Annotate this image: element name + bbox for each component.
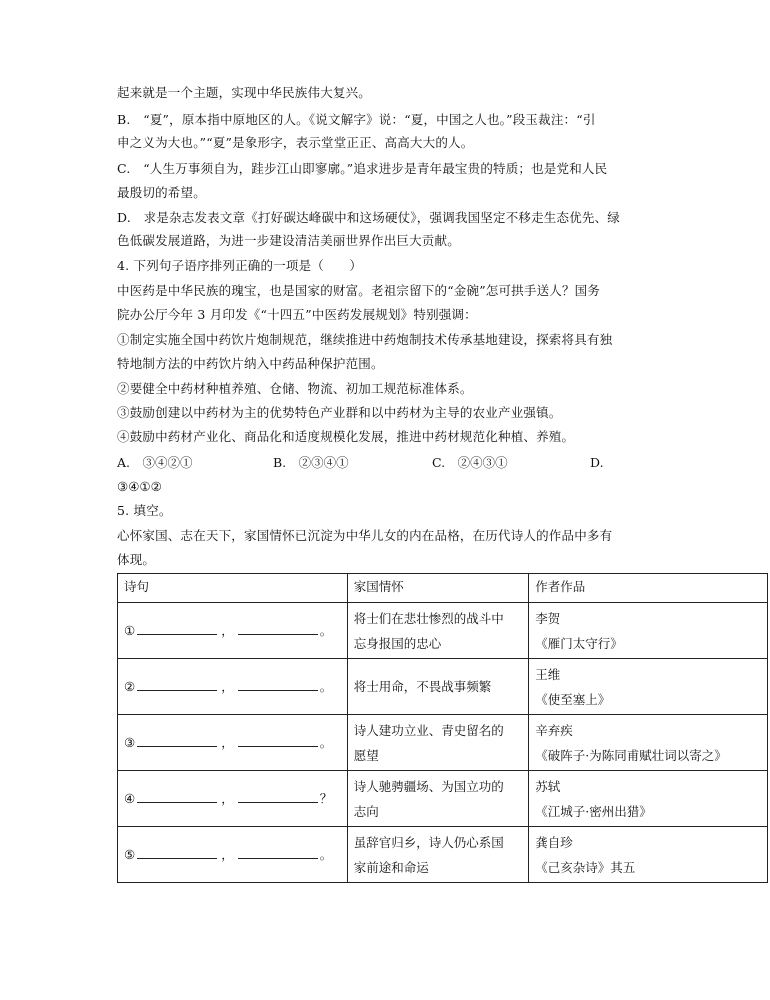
answer-blank[interactable] bbox=[137, 678, 217, 691]
line-end: 。 bbox=[319, 847, 333, 862]
work-title: 《破阵子·为陈同甫赋壮词以寄之》 bbox=[535, 747, 727, 763]
text-line: 起来就是一个主题，实现中华民族伟大复兴。 bbox=[117, 85, 372, 100]
table-header-row bbox=[118, 574, 768, 603]
question-5-intro: 体现。 bbox=[117, 552, 156, 567]
author-cell bbox=[529, 771, 768, 827]
author-name: 李贺 bbox=[535, 610, 561, 626]
line-end: ？ bbox=[319, 791, 333, 806]
table-row bbox=[118, 715, 768, 771]
author-cell bbox=[529, 715, 768, 771]
poem-table bbox=[117, 573, 768, 883]
option-d-text: D. 求是杂志发表文章《打好碳达峰碳中和这场硬仗》，强调我国坚定不移走生态优先、绿 bbox=[117, 210, 621, 225]
question-5-intro: 心怀家国、志在天下，家国情怀已沉淀为中华儿女的内在品格，在历代诗人的作品中多有 bbox=[117, 528, 613, 543]
text-line: 特地制方法的中药饮片纳入中药品种保护范围。 bbox=[117, 356, 384, 371]
poem-cell bbox=[118, 603, 348, 659]
row-number: ④ bbox=[124, 791, 136, 806]
text-line: 色低碳发展道路，为进一步建设清洁美丽世界作出巨大贡献。 bbox=[117, 233, 460, 248]
answer-blank[interactable] bbox=[137, 790, 217, 803]
question-4-title: 4. 下列句子语序排列正确的一项是（ ） bbox=[117, 258, 363, 273]
answer-blank[interactable] bbox=[238, 846, 318, 859]
text-line: 最殷切的希望。 bbox=[117, 185, 206, 200]
row-number: ⑤ bbox=[124, 847, 136, 862]
author-cell bbox=[529, 603, 768, 659]
text-line: 申之义为大也。”“夏”是象形字，表示堂堂正正、高高大大的人。 bbox=[117, 135, 474, 150]
sentiment-text: 将士们在悲壮惨烈的战斗中 bbox=[353, 610, 504, 626]
answer-blank[interactable] bbox=[238, 790, 318, 803]
answer-option-c[interactable]: C. ②④③① bbox=[432, 455, 508, 470]
question-5-title: 5. 填空。 bbox=[117, 503, 172, 518]
answer-blank[interactable] bbox=[238, 678, 318, 691]
comma: ， bbox=[221, 847, 234, 862]
comma: ， bbox=[221, 623, 234, 638]
author-name: 龚自珍 bbox=[535, 834, 573, 850]
work-title: 《雁门太守行》 bbox=[535, 635, 623, 651]
author-name: 王维 bbox=[535, 666, 561, 682]
text-line: 中医药是中华民族的瑰宝，也是国家的财富。老祖宗留下的“金碗”怎可拱手送人？国务 bbox=[117, 283, 601, 298]
answer-option-d-label[interactable]: D. bbox=[590, 455, 604, 470]
table-row bbox=[118, 827, 768, 883]
sentiment-cell bbox=[347, 715, 529, 771]
text-line: 院办公厅今年 3 月印发《“十四五”中医药发展规划》特别强调： bbox=[117, 307, 477, 322]
author-name: 苏轼 bbox=[535, 778, 561, 794]
row-number: ③ bbox=[124, 735, 136, 750]
answer-option-a[interactable]: A. ③④②① bbox=[117, 455, 193, 470]
header-author-work: 作者作品 bbox=[529, 574, 768, 603]
line-end: 。 bbox=[319, 735, 333, 750]
sentence-1: ①制定实施全国中药饮片炮制规范，继续推进中药炮制技术传承基地建设，探索将具有独 bbox=[117, 332, 613, 347]
work-title: 《江城子·密州出猎》 bbox=[535, 803, 652, 819]
sentiment-text: 志向 bbox=[353, 803, 379, 819]
comma: ， bbox=[221, 791, 234, 806]
sentiment-cell bbox=[347, 603, 529, 659]
row-number: ② bbox=[124, 679, 136, 694]
author-cell bbox=[529, 827, 768, 883]
option-c-text: C. “人生万事须自为，跬步江山即寥廓。”追求进步是青年最宝贵的特质；也是党和人民 bbox=[117, 161, 608, 176]
answer-blank[interactable] bbox=[137, 734, 217, 747]
author-name: 辛弃疾 bbox=[535, 722, 573, 738]
sentence-3: ③鼓励创建以中药材为主的优势特色产业群和以中药材为主导的农业产业强镇。 bbox=[117, 405, 562, 420]
sentiment-cell bbox=[347, 827, 529, 883]
line-end: 。 bbox=[319, 623, 333, 638]
sentiment-text: 家前途和命运 bbox=[353, 859, 429, 875]
work-title: 《使至塞上》 bbox=[535, 691, 611, 707]
sentence-4: ④鼓励中药材产业化、商品化和适度规模化发展，推进中药材规范化种植、养殖。 bbox=[117, 429, 575, 444]
sentiment-text: 诗人驰骋疆场、为国立功的 bbox=[353, 778, 504, 794]
sentence-2: ②要健全中药材种植养殖、仓储、物流、初加工规范标准体系。 bbox=[117, 381, 473, 396]
answer-option-b[interactable]: B. ②③④① bbox=[273, 455, 349, 470]
answer-blank[interactable] bbox=[137, 622, 217, 635]
sentiment-cell bbox=[347, 771, 529, 827]
table-row bbox=[118, 603, 768, 659]
comma: ， bbox=[221, 679, 234, 694]
poem-cell bbox=[118, 715, 348, 771]
table-row bbox=[118, 659, 768, 715]
poem-cell bbox=[118, 659, 348, 715]
header-poem: 诗句 bbox=[118, 574, 348, 603]
sentiment-text: 愿望 bbox=[353, 747, 379, 763]
poem-cell bbox=[118, 827, 348, 883]
answer-blank[interactable] bbox=[238, 622, 318, 635]
poem-cell bbox=[118, 771, 348, 827]
header-sentiment: 家国情怀 bbox=[347, 574, 529, 603]
comma: ， bbox=[221, 735, 234, 750]
sentiment-text: 将士用命，不畏战事频繁 bbox=[353, 679, 492, 694]
sentiment-text: 忘身报国的忠心 bbox=[353, 635, 442, 651]
answer-blank[interactable] bbox=[238, 734, 318, 747]
sentiment-text: 诗人建功立业、青史留名的 bbox=[353, 722, 504, 738]
option-b-text: B. “夏”，原本指中原地区的人。《说文解字》说：“夏，中国之人也。”段玉裁注：“引 bbox=[117, 112, 596, 127]
line-end: 。 bbox=[319, 679, 333, 694]
row-number: ① bbox=[124, 623, 136, 638]
author-cell bbox=[529, 659, 768, 715]
sentiment-cell bbox=[347, 659, 529, 715]
answer-blank[interactable] bbox=[137, 846, 217, 859]
sentiment-text: 虽辞官归乡，诗人仍心系国 bbox=[353, 834, 504, 850]
work-title: 《己亥杂诗》其五 bbox=[535, 859, 636, 875]
table-row bbox=[118, 771, 768, 827]
answer-option-d-value[interactable]: ③④①② bbox=[117, 479, 162, 494]
